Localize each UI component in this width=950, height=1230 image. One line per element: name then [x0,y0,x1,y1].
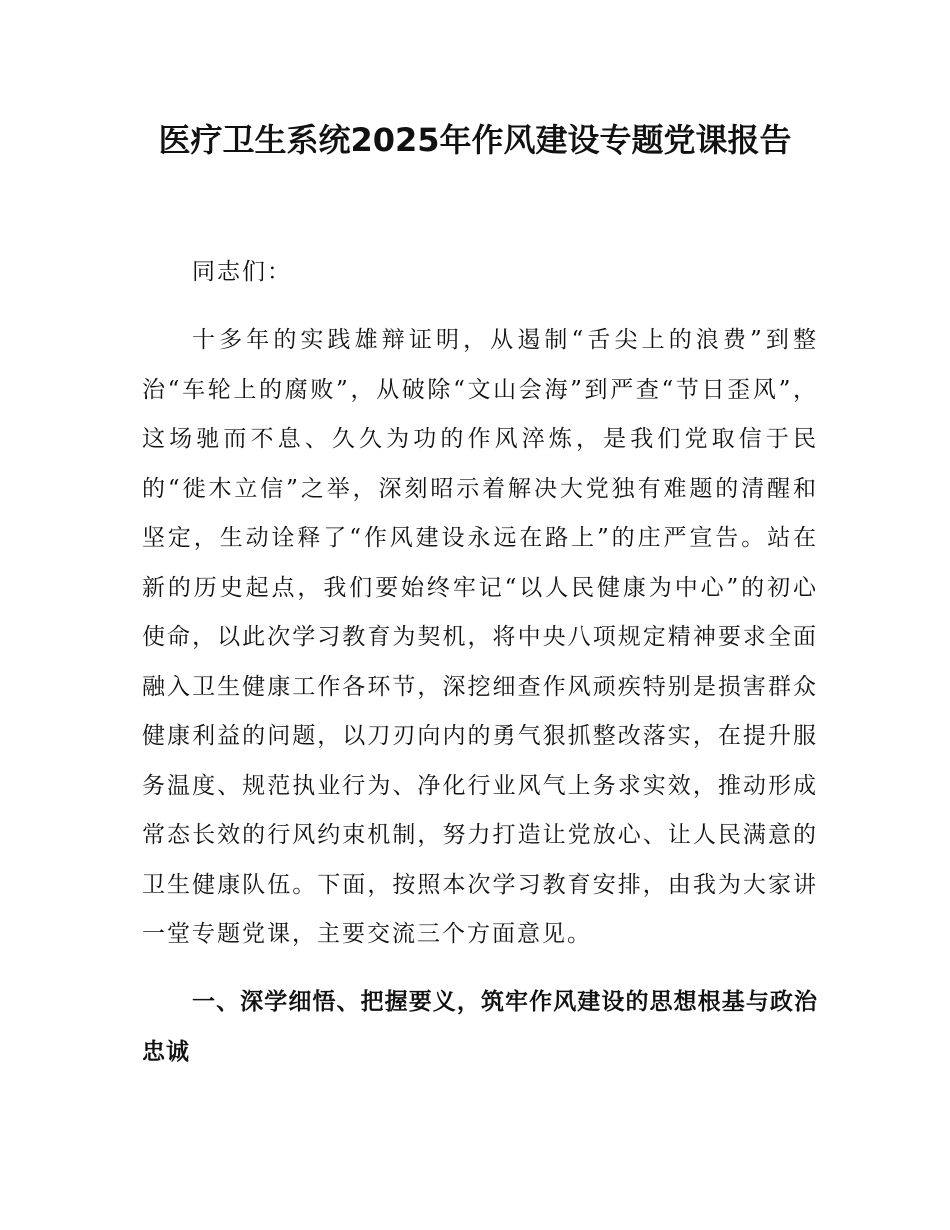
body-paragraph: 十多年的实践雄辩证明，从遏制“舌尖上的浪费”到整治“车轮上的腐败”，从破除“文山会海”到严查“节日歪风”，这场驰而不息、久久为功的作风淬炼，是我们党取信于民的“徙木立信”之举，深刻昭示着解决大党独有难题的清醒和坚定，生动诠释了“作风建设永远在路上”的庄严宣告。站在新的历史起点，我们要始终牢记“以人民健康为中心”的初心使命，以此次学习教育为契机，将中央八项规定精神要求全面融入卫生健康工作各环节，深挖细查作风顽疾特别是损害群众健康利益的问题，以刀刃向内的勇气狠抓整改落实，在提升服务温度、规范执业行为、净化行业风气上务求实效，推动形成常态长效的行风约束机制，努力打造让党放心、让人民满意的卫生健康队伍。下面，按照本次学习教育安排，由我为大家讲一堂专题党课，主要交流三个方面意见。 [142,327,818,947]
salutation: 同志们： [192,259,292,285]
section-heading: 一、深学细悟、把握要义，筑牢作风建设的思想根基与政治忠诚 [142,989,818,1065]
document-title: 医疗卫生系统2025年作风建设专题党课报告 [158,121,792,159]
